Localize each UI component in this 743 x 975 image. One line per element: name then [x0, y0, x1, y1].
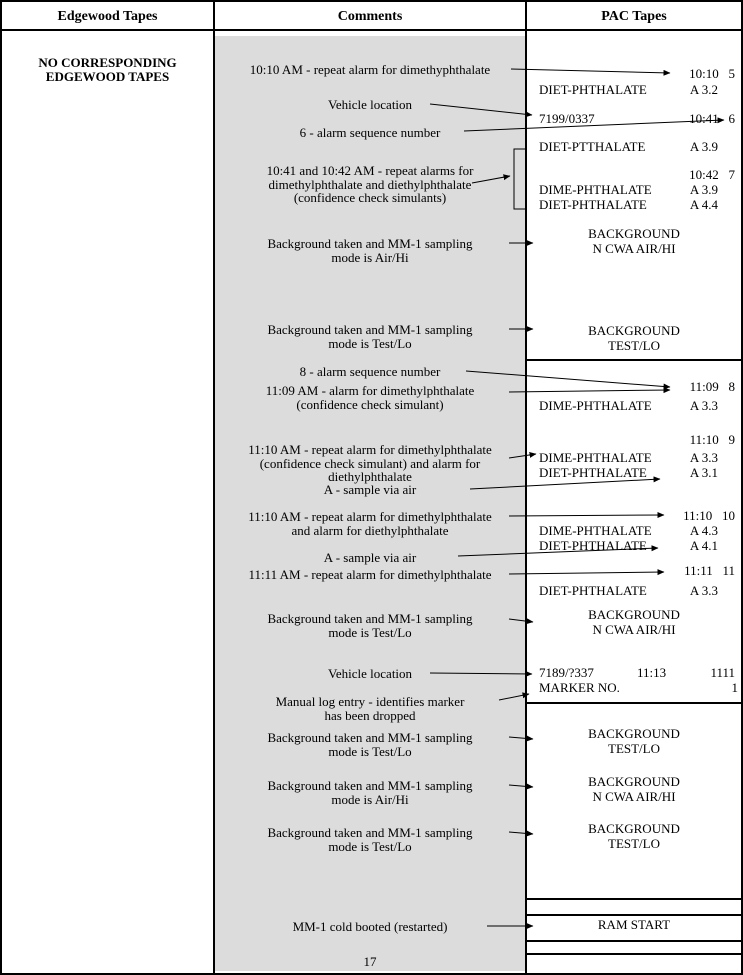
comment: Background taken and MM-1 sampling mode is Test/Lo [267, 611, 473, 640]
comment: Vehicle location [327, 666, 413, 681]
pac-section-divider [527, 953, 741, 955]
pac-section-divider [527, 702, 741, 704]
pac-row: 10:10 5 [689, 66, 735, 81]
pac-row: MARKER NO. 1 [539, 680, 738, 695]
pac-section-divider [527, 359, 741, 361]
comment: 11:09 AM - alarm for dimethylphthalate (confidence check simulant) [265, 383, 475, 412]
comment: A - sample via air [323, 482, 417, 497]
comment: Vehicle location [327, 97, 413, 112]
pac-row: 11:11 11 [684, 563, 735, 578]
comment: A - sample via air [323, 550, 417, 565]
column-header-comments: Comments [337, 9, 403, 24]
pac-row: TEST/LO [608, 338, 660, 353]
pac-row: DIET-PHTHALATE A 4.1 [539, 538, 718, 553]
pac-row: DIME-PHTHALATE A 4.3 [539, 523, 718, 538]
pac-row: BACKGROUND [588, 726, 680, 741]
pac-row: DIET-PHTHALATE A 3.3 [539, 583, 718, 598]
pac-row: BACKGROUND [588, 323, 680, 338]
pac-row: TEST/LO [608, 741, 660, 756]
pac-row: DIME-PHTHALATE A 3.3 [539, 450, 718, 465]
pac-row: BACKGROUND [588, 774, 680, 789]
comment: Background taken and MM-1 sampling mode is Test/Lo [267, 825, 473, 854]
comment: 11:10 AM - repeat alarm for dimethylphthalate and alarm for diethylphthalate [248, 509, 492, 538]
comment: 11:10 AM - repeat alarm for dimethylphthalate (confidence check simulant) and alarm for diethylphthalate [248, 442, 492, 484]
comment: 10:41 and 10:42 AM - repeat alarms for dimethylphthalate and diethylphthalate (confidence check simulants) [266, 163, 474, 205]
pac-row: DIET-PTTHALATE A 3.9 [539, 139, 718, 154]
pac-row: 11:09 8 [689, 379, 735, 394]
comment: Manual log entry - identifies marker has been dropped [275, 694, 465, 723]
pac-section-divider [527, 898, 741, 900]
pac-row: DIET-PHTHALATE A 4.4 [539, 197, 718, 212]
pac-row: 7199/0337 10:41 6 [539, 111, 735, 126]
pac-row: 11:10 9 [689, 432, 735, 447]
page-number: 17 [363, 954, 377, 969]
comment: MM-1 cold booted (restarted) [292, 919, 448, 934]
comment: 8 - alarm sequence number [299, 364, 441, 379]
comment: Background taken and MM-1 sampling mode is Test/Lo [267, 322, 473, 351]
pac-row: BACKGROUND [588, 226, 680, 241]
pac-row: BACKGROUND [588, 821, 680, 836]
pac-row: DIET-PHTHALATE A 3.2 [539, 82, 718, 97]
comment: 6 - alarm sequence number [299, 125, 441, 140]
pac-row: 7189/?337 11:13 1111 [539, 665, 735, 680]
pac-row: DIME-PHTHALATE A 3.9 [539, 182, 718, 197]
pac-section-divider [527, 940, 741, 942]
pac-row: RAM START [597, 917, 671, 932]
pac-row: BACKGROUND [588, 607, 680, 622]
comment: 11:11 AM - repeat alarm for dimethylphthalate [248, 567, 492, 582]
pac-row: N CWA AIR/HI [592, 241, 676, 256]
pac-row: N CWA AIR/HI [592, 789, 676, 804]
column-header-edgewood: Edgewood Tapes [57, 9, 158, 24]
pac-row: 11:10 10 [683, 508, 735, 523]
pac-row: N CWA AIR/HI [592, 622, 676, 637]
pac-row: DIET-PHTHALATE A 3.1 [539, 465, 718, 480]
edgewood-note: NO CORRESPONDING EDGEWOOD TAPES [38, 55, 177, 84]
comment: Background taken and MM-1 sampling mode is Test/Lo [267, 730, 473, 759]
pac-row: DIME-PHTHALATE A 3.3 [539, 398, 718, 413]
header-divider [2, 29, 741, 31]
pac-row: TEST/LO [608, 836, 660, 851]
comment: Background taken and MM-1 sampling mode is Air/Hi [267, 778, 473, 807]
pac-section-divider [527, 914, 741, 916]
column-header-pac: PAC Tapes [601, 9, 667, 24]
comment: Background taken and MM-1 sampling mode is Air/Hi [267, 236, 473, 265]
pac-row: 10:42 7 [689, 167, 735, 182]
comment: 10:10 AM - repeat alarm for dimethyphthalate [249, 62, 491, 77]
